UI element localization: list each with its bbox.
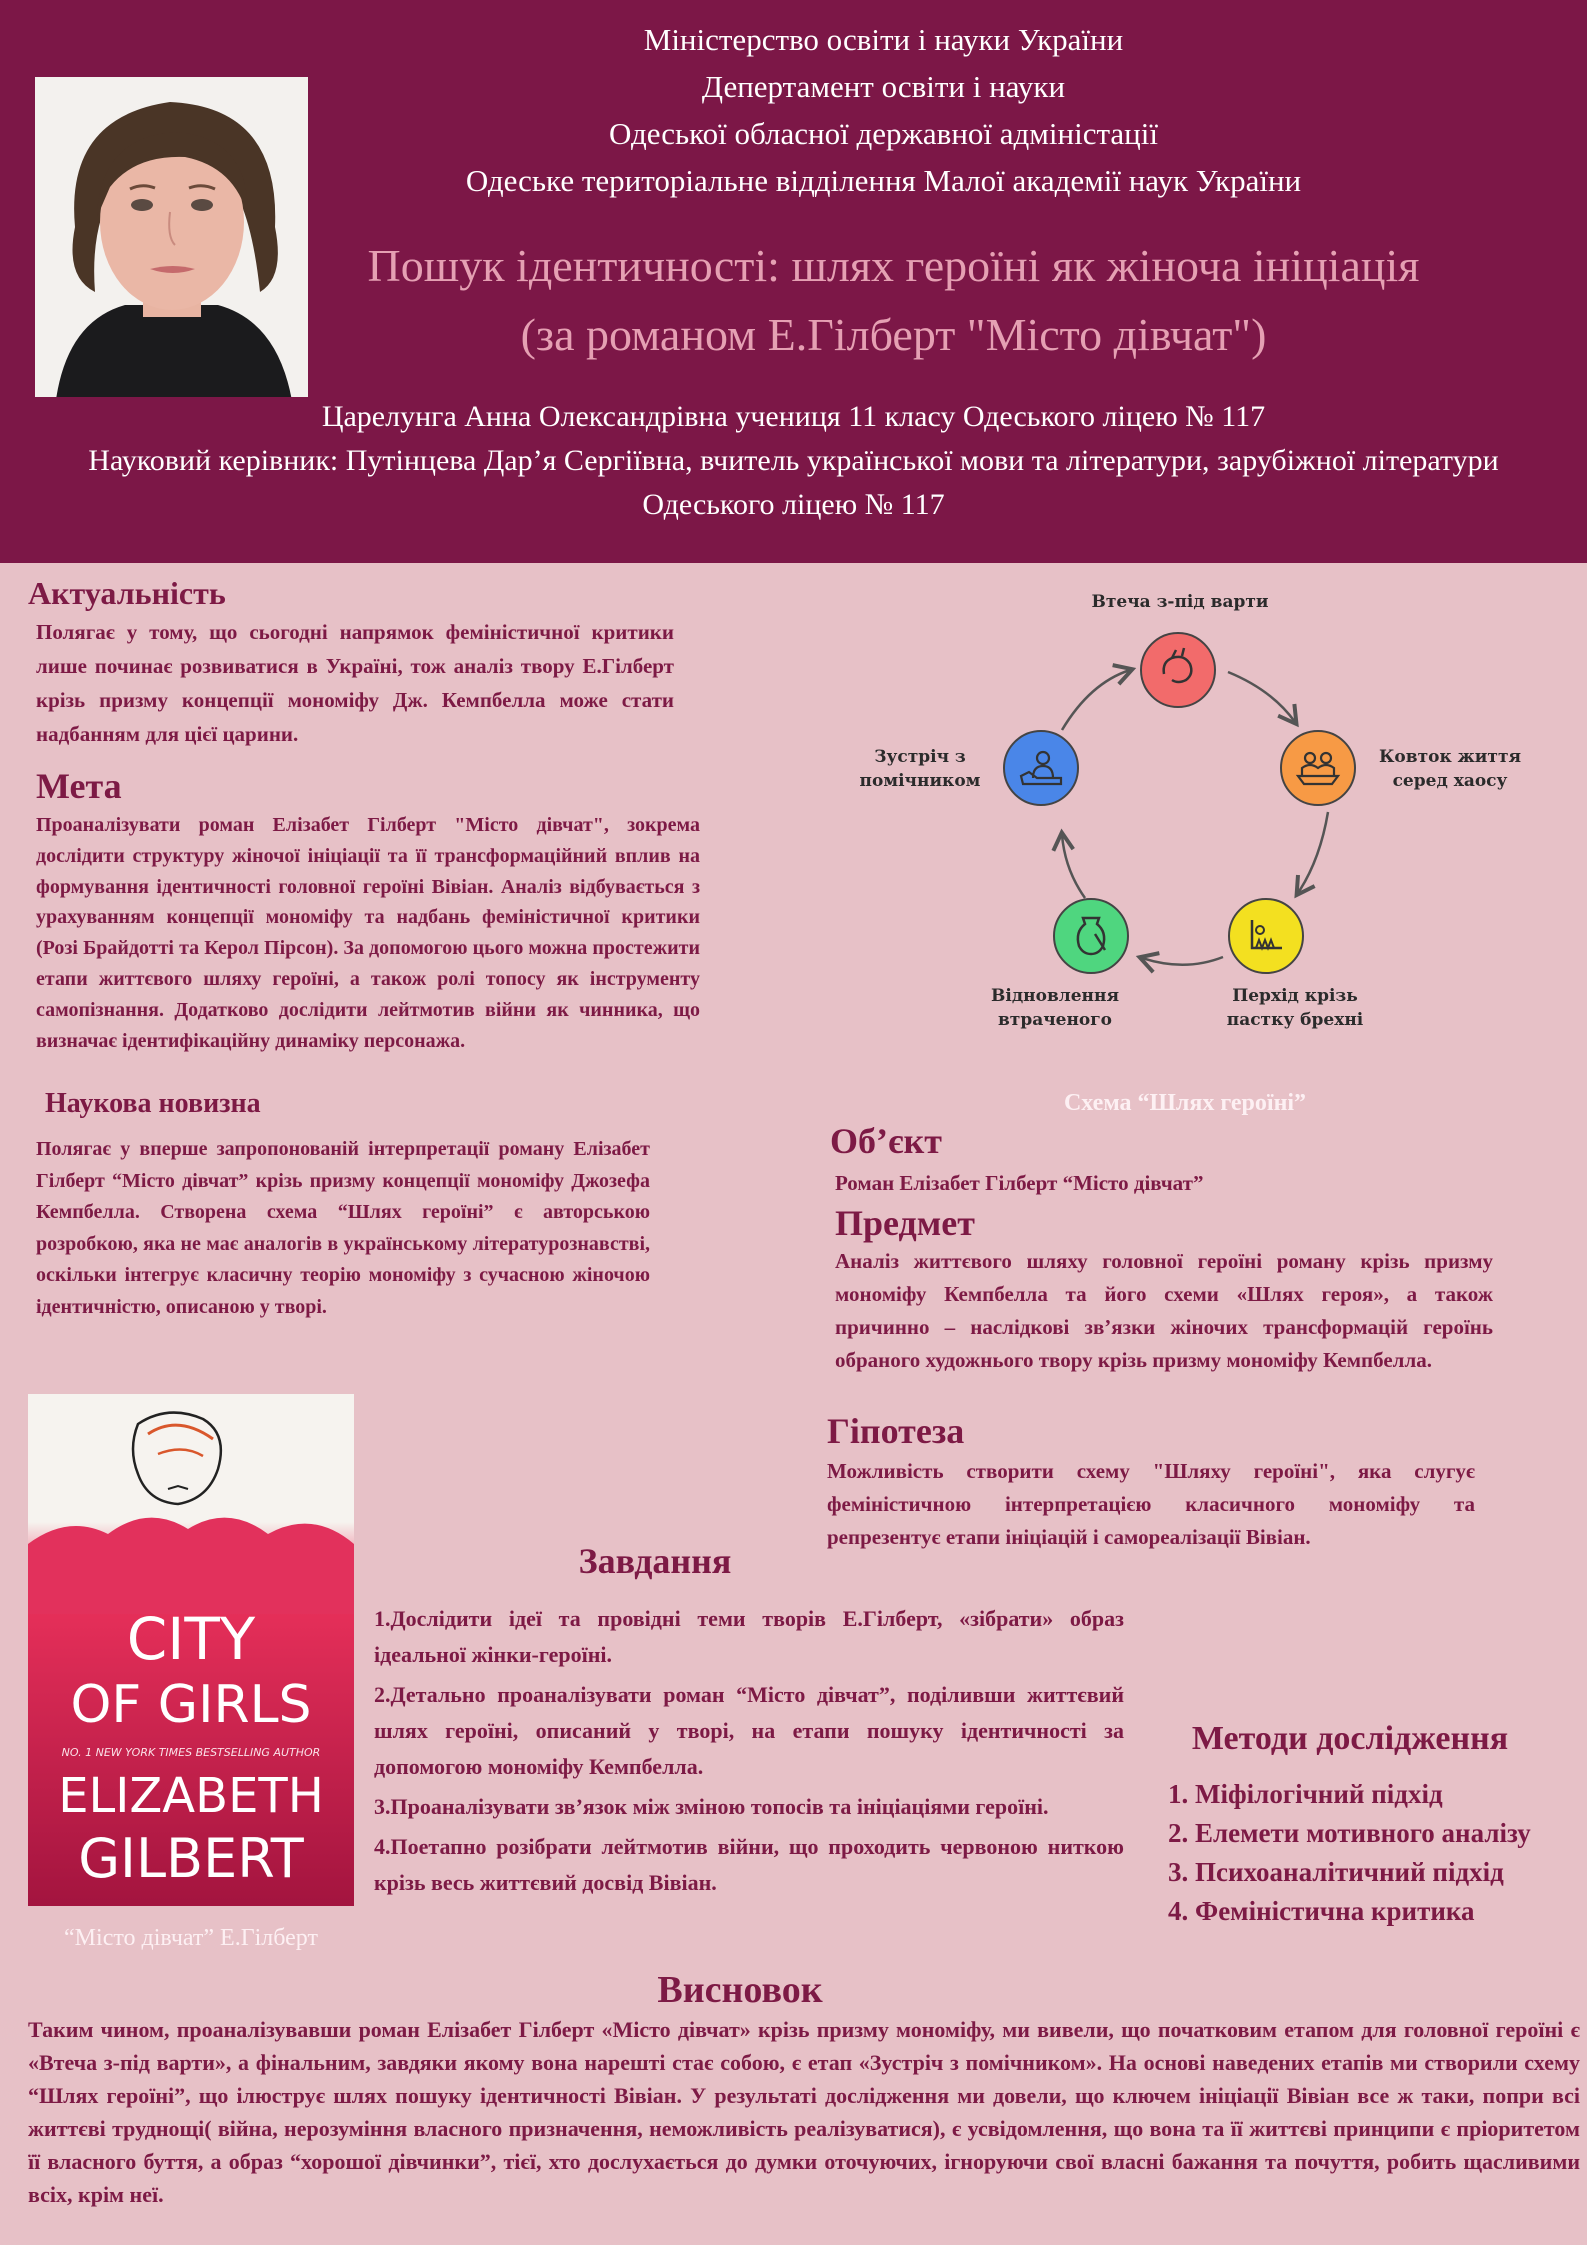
method-item: 2. Елемети мотивного аналізу xyxy=(1168,1818,1531,1848)
tasks-list xyxy=(374,1601,1124,1905)
stage-helper-label: Зустріч з помічником xyxy=(859,747,981,791)
stage-sip-of-life-label: Ковток життя серед хаосу xyxy=(1378,747,1522,791)
task-item: 1.Дослідити ідеї та провідні теми творів Е.Гілберт, «зібрати» образ ідеальної жінки-героїні. xyxy=(374,1606,1124,1667)
ministry-line: Міністерство освіти і науки України xyxy=(643,22,1124,57)
scheme-caption: Схема “Шлях героїні” xyxy=(1063,1090,1307,1116)
subject-text: Аналіз життєвого шляху головної героїні роману крізь призму мономіфу Кемпбелла та його схеми «Шлях героя», а також причинно – наслідкові зв’язки жіночих трансформацій героїнь обраного художнього твору крізь призму мономіфу Кемпбелла. xyxy=(835,1249,1493,1372)
people-boat-icon xyxy=(1282,732,1354,804)
subject-title: Предмет xyxy=(835,1203,975,1243)
book-caption: “Місто дівчат” Е.Гілберт xyxy=(64,1925,318,1951)
conclusion-text: Таким чином, проаналізувавши роман Елізабет Гілберт «Місто дівчат» крізь призму мономіфу, ми вивели, що початковим етапом для головної героїні є «Втеча з-під варти», а фінальним, завдяки якому вона нарешті стає собою, є етап «Зустріч з помічником». На основі наведених етапів ми створили схему “Шлях героїні”, що ілюструє шлях пошуку ідентичності Вівіан. У результаті дослідження ми довели, що ключем ініціації Вівіан все ж таки, попри всі життєві труднощі( війна, нерозуміння власного призначення, неможливість реалізуватися), є усвідомлення, що вона та її життєві принципи є пріоритетом її власного буття, а образ “хорошої дівчинки”, тієї, хто дослухається до думки оточуючих, ігноруючи свої власні бажання та почуття, робить щасливими всіх, крім неї. xyxy=(28,2017,1580,2207)
task-item: 3.Проаналізувати зв’язок між зміною топосів та ініціаціями героїні. xyxy=(374,1794,1049,1819)
author-photo xyxy=(35,77,308,397)
goal-text: Проаналізувати роман Елізабет Гілберт "Місто дівчат", зокрема дослідити структуру жіночої ініціації та її трансформаційний вплив на формування ідентичності головної героїні Вівіан. Аналіз відбувається з урахуванням концепції мономіфу та надбань феміністичної критики (Розі Брайдотті та Керол Пірсон). За допомогою цього можна простежити етапи життєвого шляху героїні, а також ролі топосу як інструменту самопізнання. Додатково дослідити лейтмотив війни як чинника, що визначає ідентифікаційну динаміку персонажа. xyxy=(36,814,700,1052)
stage-lie-trap-label: Перхід крізь пастку брехні xyxy=(1226,986,1364,1030)
academy-line: Одеське територіальне відділення Малої академії наук України xyxy=(465,163,1302,198)
stage-sip-of-life xyxy=(1280,730,1356,806)
stage-escape-label: Втеча з-під варти xyxy=(1091,592,1269,612)
hypothesis-title: Гіпотеза xyxy=(827,1411,965,1451)
stage-recovery xyxy=(1053,898,1129,974)
page-title: Пошук ідентичності: шлях героїні як жіноча ініціація xyxy=(367,240,1420,291)
methods-list xyxy=(1168,1775,1531,1931)
novelty-text: Полягає у вперше запропонованій інтерпретації роману Елізабет Гілберт “Місто дівчат” крізь призму концепції мономіфу Джозефа Кемпбелла. Створена схема “Шлях героїні” є авторською розробкою, яка не має аналогів в українському літературознавстві, оскільки інтегрує класичну теорію мономіфу з сучасною жіночою ідентичністю, описаною у творі. xyxy=(36,1138,650,1318)
object-title: Об’єкт xyxy=(830,1121,942,1161)
relevance-title: Актуальність xyxy=(28,575,226,611)
stage-escape xyxy=(1140,632,1216,708)
page-subtitle: (за романом Е.Гілберт "Місто дівчат") xyxy=(520,309,1267,360)
book-cover xyxy=(28,1394,354,1906)
stage-helper xyxy=(1003,730,1079,806)
hypothesis-text: Можливість створити схему "Шляху героїні", яка слугує феміністичною інтерпретацією класичного мономіфу та репрезентує етапи ініціацій і самореалізації Вівіан. xyxy=(827,1459,1475,1549)
book-title-line2: OF GIRLS xyxy=(70,1675,312,1735)
stage-recovery-label: Відновлення втраченого xyxy=(991,986,1119,1030)
object-text: Роман Елізабет Гілберт “Місто дівчат” xyxy=(835,1171,1204,1195)
task-item: 2.Детально проаналізувати роман “Місто дівчат”, поділивши життєвий шлях героїні, описаний у творі, на етапи пошуку ідентичності за допомогою мономіфу Кемпбелла. xyxy=(374,1682,1124,1779)
book-author-last: GILBERT xyxy=(78,1827,304,1890)
book-tagline: NO. 1 NEW YORK TIMES BESTSELLING AUTHOR xyxy=(61,1746,321,1759)
administration-line: Одеської обласної державної адміністації xyxy=(609,116,1158,151)
supervisor-school-line: Одеського ліцею № 117 xyxy=(642,488,945,521)
supervisor-line: Науковий керівник: Путінцева Дар’я Сергіївна, вчитель української мови та літератури, зарубіжної літератури xyxy=(88,444,1499,477)
methods-title: Методи дослідження xyxy=(1191,1720,1509,1757)
trap-icon xyxy=(1230,900,1302,972)
department-line: Депертамент освіти і науки xyxy=(701,69,1066,104)
book-author-first: ELIZABETH xyxy=(58,1768,324,1824)
vase-icon xyxy=(1055,900,1127,972)
helper-icon xyxy=(1005,732,1077,804)
tasks-title: Завдання xyxy=(578,1541,732,1581)
method-item: 3. Психоаналітичний підхід xyxy=(1168,1857,1504,1887)
goal-title: Мета xyxy=(36,766,122,806)
stage-lie-trap xyxy=(1228,898,1304,974)
author-line: Царелунга Анна Олександрівна учениця 11 класу Одеського ліцею № 117 xyxy=(321,400,1266,433)
method-item: 1. Міфілогічний підхід xyxy=(1168,1779,1443,1809)
novelty-title: Наукова новизна xyxy=(45,1088,261,1119)
heroine-path-scheme xyxy=(840,580,1540,1050)
hand-icon xyxy=(1142,634,1214,706)
relevance-text: Полягає у тому, що сьогодні напрямок феміністичної критики лише починає розвиватися в Україні, тож аналіз твору Е.Гілберт крізь призму концепції мономіфу Дж. Кемпбелла може стати надбанням для цієї царини. xyxy=(36,620,674,746)
book-title-line1: CITY xyxy=(126,1605,256,1673)
task-item: 4.Поетапно розібрати лейтмотив війни, що проходить червоною ниткою крізь весь життєвий досвід Вівіан. xyxy=(374,1834,1124,1895)
method-item: 4. Феміністична критика xyxy=(1168,1896,1475,1926)
conclusion-title: Висновок xyxy=(657,1969,823,2011)
